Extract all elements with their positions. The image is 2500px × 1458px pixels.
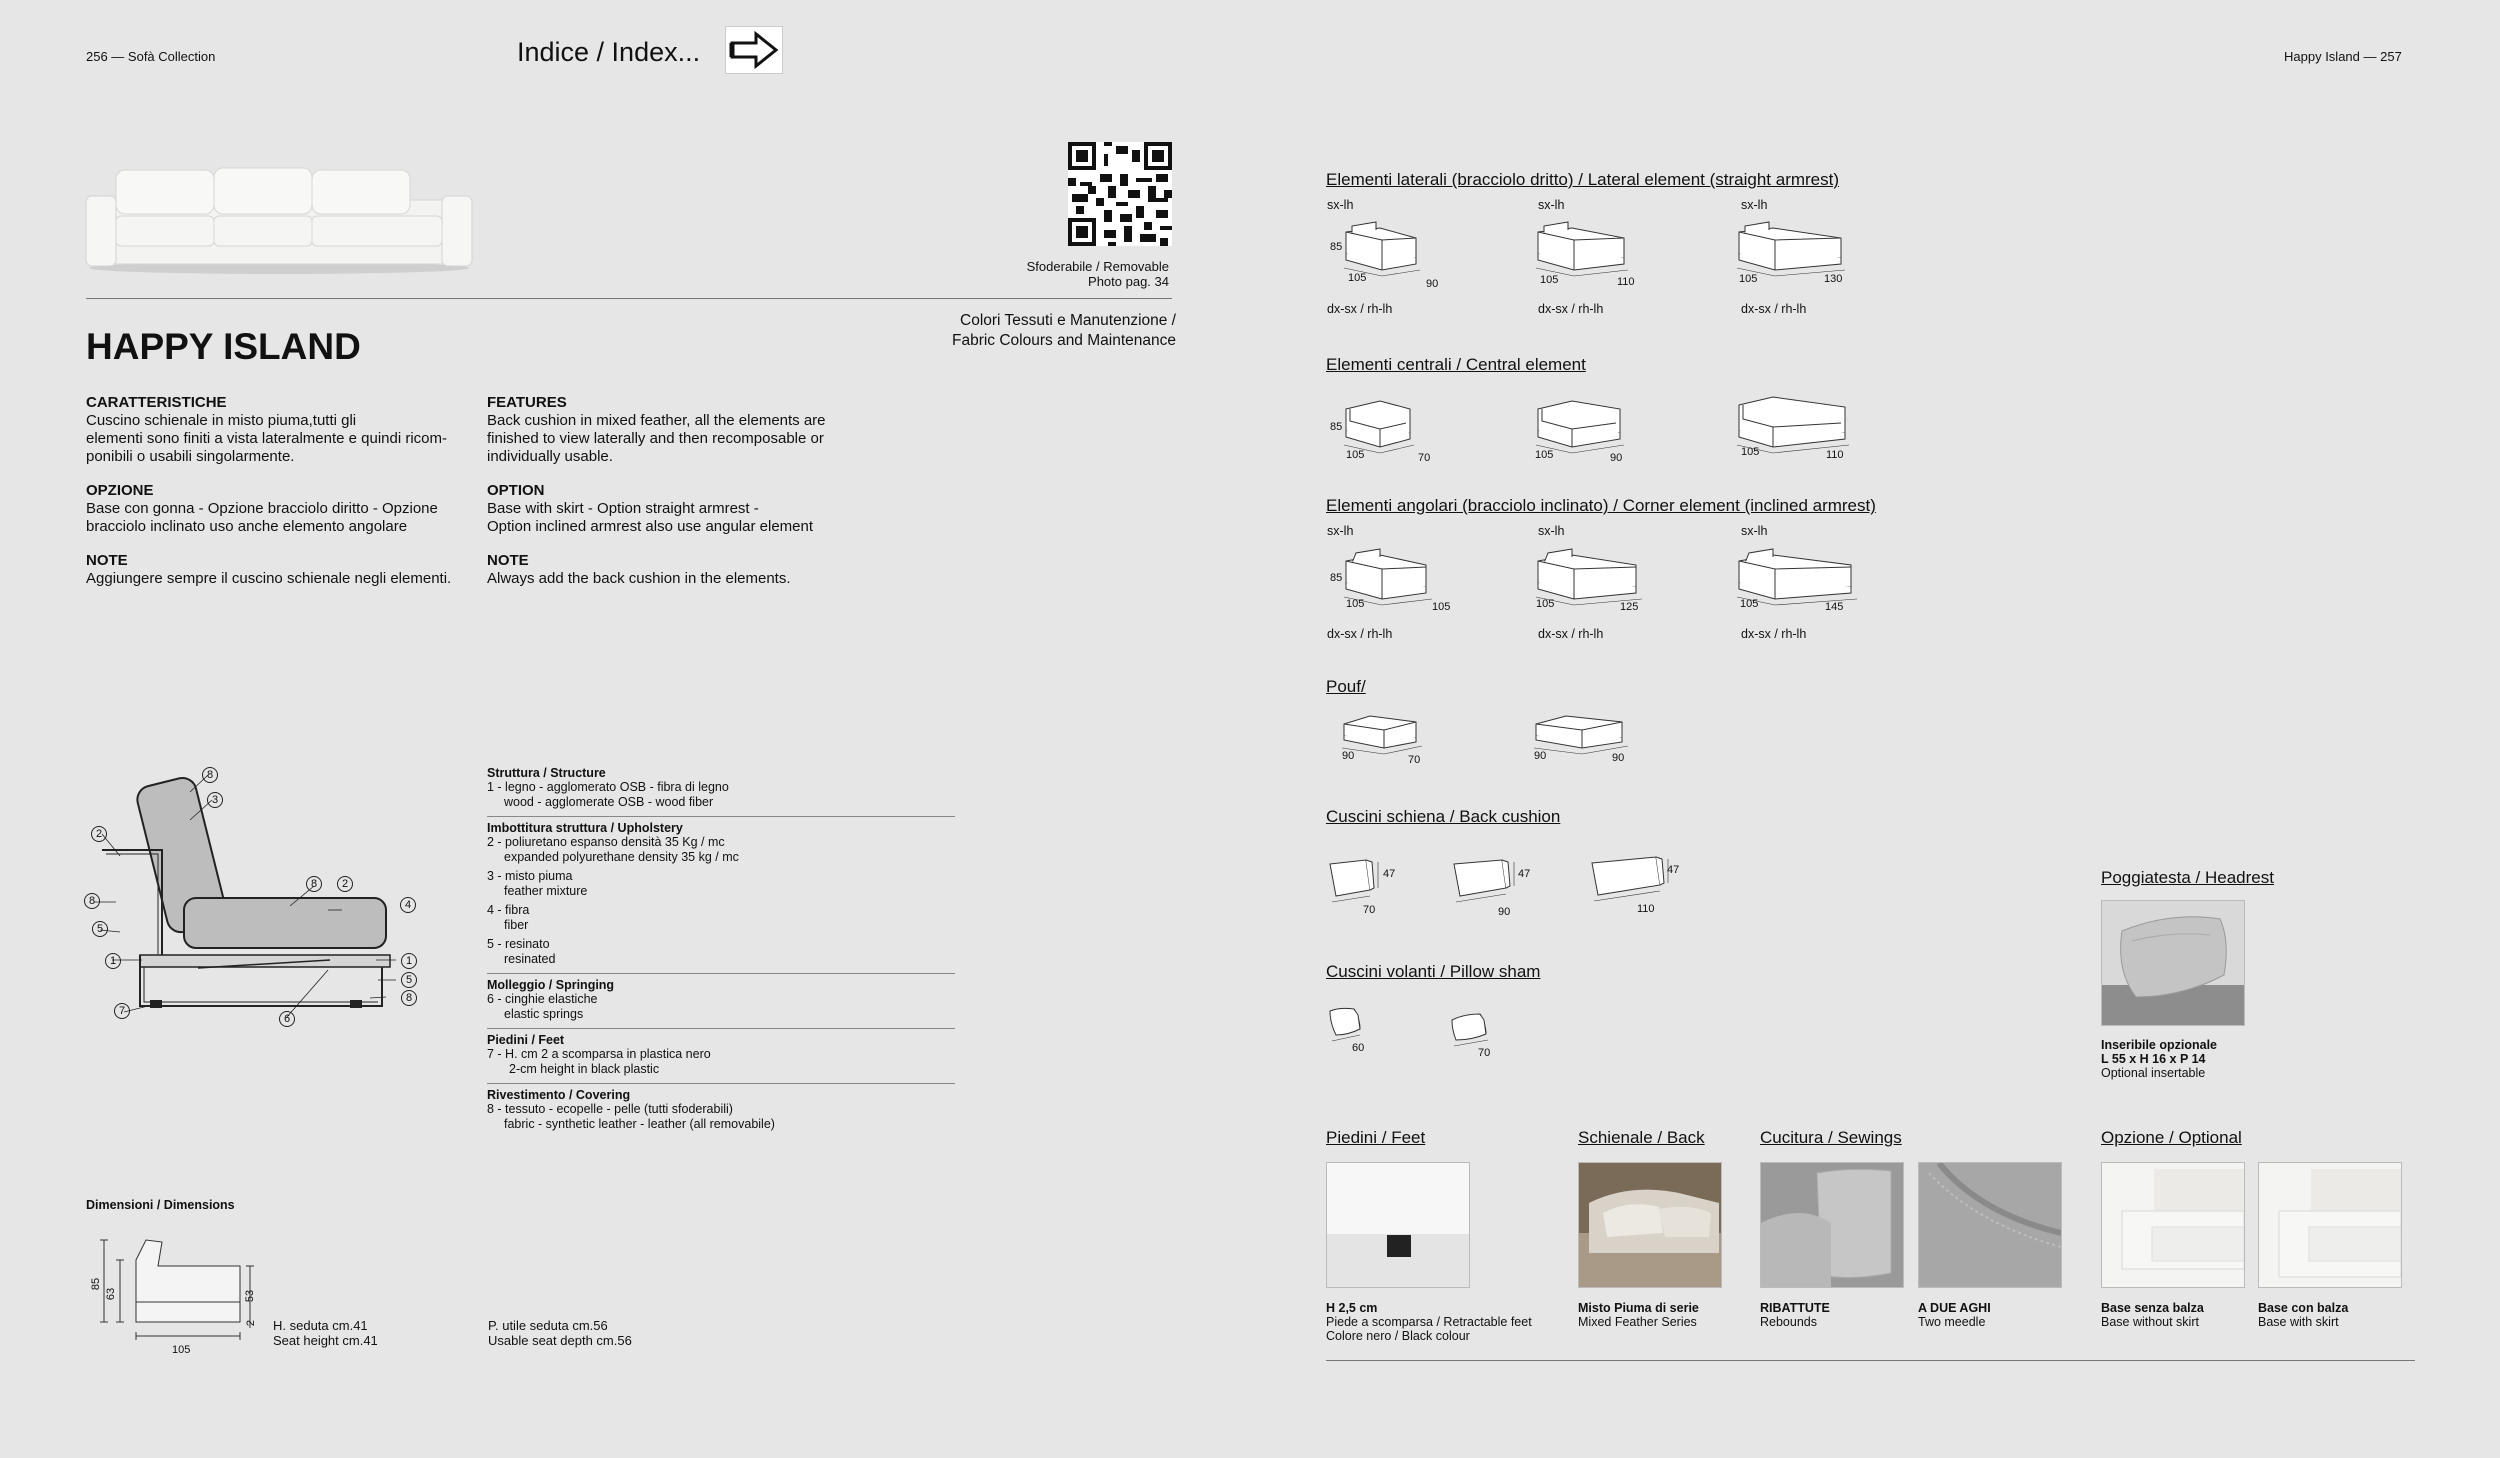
en-features-text-2: finished to view laterally and then recomposable or bbox=[487, 430, 824, 447]
back-cushion-title: Cuscini schiena / Back cushion bbox=[1326, 807, 1561, 826]
legend-upholstery: Imbottitura struttura / Upholstery 2 - poliuretano espanso densità 35 Kg / mc expanded polyurethane density 35 kg / mc 3 - misto piuma feather mixture 4 - fibra fiber 5 - resinato resinated bbox=[487, 817, 955, 974]
feet-title: Piedini / Feet bbox=[1326, 1128, 1426, 1147]
back-cushion-w-2: 90 bbox=[1498, 906, 1511, 918]
lateral-sx-label-2: sx-lh bbox=[1538, 198, 1565, 212]
callout-1a: 1 bbox=[105, 953, 121, 969]
lateral-element-130[interactable] bbox=[1733, 218, 1858, 278]
corner-sx-label-1: sx-lh bbox=[1327, 524, 1354, 538]
index-link[interactable]: Indice / Index... bbox=[517, 37, 701, 67]
it-note-text-1: Aggiungere sempre il cuscino schienale negli elementi. bbox=[86, 570, 452, 587]
back-cushion-70[interactable] bbox=[1326, 858, 1386, 908]
fabric-colours-link-2[interactable]: Fabric Colours and Maintenance bbox=[951, 332, 1176, 349]
sewings-title: Cucitura / Sewings bbox=[1760, 1128, 1902, 1147]
seat-height-en: Seat height cm.41 bbox=[273, 1333, 378, 1348]
lateral-dx-label-3: dx-sx / rh-lh bbox=[1741, 302, 1807, 316]
pillow-w-2: 70 bbox=[1478, 1047, 1491, 1059]
back-cushion-w-3: 110 bbox=[1637, 903, 1655, 915]
central-element-70[interactable] bbox=[1340, 395, 1440, 455]
corner-dx-label-2: dx-sx / rh-lh bbox=[1538, 627, 1604, 641]
pouf-depth-1: 90 bbox=[1342, 750, 1355, 762]
lateral-width-2: 110 bbox=[1617, 276, 1635, 288]
headrest-title: Poggiatesta / Headrest bbox=[2101, 868, 2274, 887]
seat-depth-it: P. utile seduta cm.56 bbox=[488, 1318, 608, 1333]
sewing-rebounds-photo bbox=[1760, 1162, 1904, 1288]
en-note-text-1: Always add the back cushion in the elements. bbox=[487, 570, 791, 587]
central-element-90[interactable] bbox=[1532, 395, 1632, 455]
lateral-sx-label-3: sx-lh bbox=[1741, 198, 1768, 212]
lateral-depth-2: 105 bbox=[1540, 274, 1559, 286]
central-depth-2: 105 bbox=[1535, 449, 1554, 461]
callout-8b: 8 bbox=[84, 893, 100, 909]
corner-width-2: 125 bbox=[1620, 601, 1639, 613]
central-elements-title: Elementi centrali / Central element bbox=[1326, 355, 1586, 374]
sewing-rebounds-caption: RIBATTUTE Rebounds bbox=[1760, 1301, 1830, 1329]
central-depth-1: 105 bbox=[1346, 449, 1365, 461]
lateral-depth-3: 105 bbox=[1739, 273, 1758, 285]
arrow-right-icon bbox=[726, 27, 782, 73]
lateral-width-3: 130 bbox=[1824, 273, 1843, 285]
pillow-w-1: 60 bbox=[1352, 1042, 1365, 1054]
en-features-text-3: individually usable. bbox=[487, 448, 613, 465]
seat-height-it: H. seduta cm.41 bbox=[273, 1318, 368, 1333]
lateral-elements-title: Elementi laterali (bracciolo dritto) / Lateral element (straight armrest) bbox=[1326, 170, 1840, 189]
dim-width-105: 105 bbox=[172, 1344, 191, 1356]
callout-3: 3 bbox=[207, 792, 223, 808]
structure-section-diagram bbox=[80, 760, 430, 1030]
base-with-skirt-caption: Base con balza Base with skirt bbox=[2258, 1301, 2349, 1329]
lateral-element-90[interactable] bbox=[1340, 218, 1440, 278]
callout-5a: 5 bbox=[92, 921, 108, 937]
back-cushion-h-1: 47 bbox=[1383, 868, 1396, 880]
product-title: HAPPY ISLAND bbox=[86, 326, 361, 367]
feet-caption: H 2,5 cm Piede a scomparsa / Retractable feet Colore nero / Black colour bbox=[1326, 1301, 1532, 1343]
lateral-dx-label-2: dx-sx / rh-lh bbox=[1538, 302, 1604, 316]
base-without-skirt-photo bbox=[2101, 1162, 2245, 1288]
corner-h85: 85 bbox=[1330, 572, 1343, 584]
central-h85: 85 bbox=[1330, 421, 1343, 433]
back-caption: Misto Piuma di serie Mixed Feather Series bbox=[1578, 1301, 1699, 1329]
index-arrow-button[interactable] bbox=[725, 26, 783, 74]
central-depth-3: 105 bbox=[1741, 446, 1760, 458]
corner-dx-label-3: dx-sx / rh-lh bbox=[1741, 627, 1807, 641]
pouf-width-2: 90 bbox=[1612, 752, 1625, 764]
headrest-caption: Inseribile opzionale L 55 x H 16 x P 14 Optional insertable bbox=[2101, 1038, 2217, 1080]
it-features-text-3: ponibili o usabili singolarmente. bbox=[86, 448, 295, 465]
corner-elements-title: Elementi angolari (bracciolo inclinato) / Corner element (inclined armrest) bbox=[1326, 496, 1876, 515]
pouf-width-1: 70 bbox=[1408, 754, 1421, 766]
callout-2a: 2 bbox=[91, 826, 107, 842]
corner-depth-3: 105 bbox=[1740, 598, 1759, 610]
legend-covering: Rivestimento / Covering 8 - tessuto - ecopelle - pelle (tutti sfoderabili) fabric - synthetic leather - leather (all removabile) bbox=[487, 1088, 775, 1131]
back-cushion-90[interactable] bbox=[1450, 858, 1520, 908]
lateral-depth-1: 105 bbox=[1348, 272, 1367, 284]
pillow-70[interactable] bbox=[1448, 1010, 1498, 1050]
callout-4: 4 bbox=[400, 897, 416, 913]
lateral-element-110[interactable] bbox=[1532, 218, 1642, 278]
corner-dx-label-1: dx-sx / rh-lh bbox=[1327, 627, 1393, 641]
callout-6: 6 bbox=[279, 1011, 295, 1027]
it-option-text-1: Base con gonna - Opzione bracciolo diritto - Opzione bbox=[86, 500, 438, 517]
sewing-two-needle-photo bbox=[1918, 1162, 2062, 1288]
dim-height-63: 63 bbox=[105, 1287, 118, 1301]
lateral-h85: 85 bbox=[1330, 241, 1343, 253]
lateral-width-1: 90 bbox=[1426, 278, 1439, 290]
it-features-text-2: elementi sono finiti a vista lateralmente e quindi ricom- bbox=[86, 430, 448, 447]
callout-8d: 8 bbox=[401, 990, 417, 1006]
en-option-text-1: Base with skirt - Option straight armrest - bbox=[487, 500, 759, 517]
en-option-heading: OPTION bbox=[487, 482, 545, 499]
feet-photo bbox=[1326, 1162, 1470, 1288]
right-folio: Happy Island — 257 bbox=[2284, 49, 2402, 64]
qr-caption-photo-page: Photo pag. 34 bbox=[1088, 274, 1169, 289]
pillow-sham-title: Cuscini volanti / Pillow sham bbox=[1326, 962, 1541, 981]
central-width-3: 110 bbox=[1826, 449, 1844, 461]
dimensions-title: Dimensioni / Dimensions bbox=[86, 1198, 235, 1212]
lateral-dx-label-1: dx-sx / rh-lh bbox=[1327, 302, 1393, 316]
it-option-heading: OPZIONE bbox=[86, 482, 154, 499]
central-width-1: 70 bbox=[1418, 452, 1431, 464]
base-with-skirt-photo bbox=[2258, 1162, 2402, 1288]
en-features-text-1: Back cushion in mixed feather, all the elements are bbox=[487, 412, 826, 429]
callout-5b: 5 bbox=[401, 972, 417, 988]
corner-sx-label-2: sx-lh bbox=[1538, 524, 1565, 538]
legend-feet: Piedini / Feet 7 - H. cm 2 a scomparsa in plastica nero 2-cm height in black plastic bbox=[487, 1029, 955, 1084]
pouf-title: Pouf/ bbox=[1326, 677, 1366, 696]
qr-code[interactable] bbox=[1068, 142, 1172, 246]
base-without-skirt-caption: Base senza balza Base without skirt bbox=[2101, 1301, 2204, 1329]
it-features-heading: CARATTERISTICHE bbox=[86, 394, 227, 411]
back-cushion-h-3: 47 bbox=[1667, 864, 1680, 876]
pillow-60[interactable] bbox=[1326, 1005, 1371, 1045]
pouf-depth-2: 90 bbox=[1534, 750, 1547, 762]
callout-8a: 8 bbox=[202, 767, 218, 783]
it-option-text-2: bracciolo inclinato uso anche elemento angolare bbox=[86, 518, 408, 535]
en-option-text-2: Option inclined armrest also use angular element bbox=[487, 518, 814, 535]
legend-springing: Molleggio / Springing 6 - cinghie elastiche elastic springs bbox=[487, 974, 955, 1029]
corner-width-3: 145 bbox=[1825, 601, 1844, 613]
it-features-text-1: Cuscino schienale in misto piuma,tutti gli bbox=[86, 412, 357, 429]
corner-width-1: 105 bbox=[1432, 601, 1451, 613]
dim-height-2: 2 bbox=[245, 1319, 258, 1327]
english-description bbox=[487, 394, 867, 588]
headrest-photo bbox=[2101, 900, 2245, 1026]
pouf-90[interactable] bbox=[1532, 712, 1632, 756]
corner-depth-1: 105 bbox=[1346, 598, 1365, 610]
optional-title: Opzione / Optional bbox=[2101, 1128, 2242, 1147]
callout-7: 7 bbox=[114, 1003, 130, 1019]
sewing-two-needle-caption: A DUE AGHI Two meedle bbox=[1918, 1301, 1991, 1329]
seat-depth-en: Usable seat depth cm.56 bbox=[488, 1333, 632, 1348]
dim-height-53: 53 bbox=[244, 1289, 257, 1303]
back-photo bbox=[1578, 1162, 1722, 1288]
dim-height-85: 85 bbox=[90, 1277, 103, 1291]
corner-sx-label-3: sx-lh bbox=[1741, 524, 1768, 538]
structure-legend bbox=[487, 762, 955, 1136]
fabric-colours-link-1[interactable]: Colori Tessuti e Manutenzione / bbox=[960, 312, 1176, 329]
back-cushion-h-2: 47 bbox=[1518, 868, 1531, 880]
central-width-2: 90 bbox=[1610, 452, 1623, 464]
en-note-heading: NOTE bbox=[487, 552, 529, 569]
back-cushion-110[interactable] bbox=[1588, 855, 1673, 907]
qr-caption-removable: Sfoderabile / Removable bbox=[1026, 259, 1169, 274]
bottom-divider bbox=[1326, 1360, 2415, 1361]
back-title: Schienale / Back bbox=[1578, 1128, 1705, 1147]
title-divider bbox=[86, 298, 1172, 299]
legend-structure: Struttura / Structure 1 - legno - agglomerato OSB - fibra di legno wood - agglomerate OSB - wood fiber bbox=[487, 762, 955, 817]
en-features-heading: FEATURES bbox=[487, 394, 567, 411]
left-folio: 256 — Sofà Collection bbox=[86, 49, 216, 64]
back-cushion-w-1: 70 bbox=[1363, 904, 1376, 916]
corner-depth-2: 105 bbox=[1536, 598, 1555, 610]
callout-8c: 8 bbox=[306, 876, 322, 892]
it-note-heading: NOTE bbox=[86, 552, 128, 569]
italian-description bbox=[86, 394, 466, 588]
callout-1b: 1 bbox=[401, 953, 417, 969]
sofa-photo bbox=[84, 160, 474, 275]
lateral-sx-label-1: sx-lh bbox=[1327, 198, 1354, 212]
callout-2b: 2 bbox=[337, 876, 353, 892]
